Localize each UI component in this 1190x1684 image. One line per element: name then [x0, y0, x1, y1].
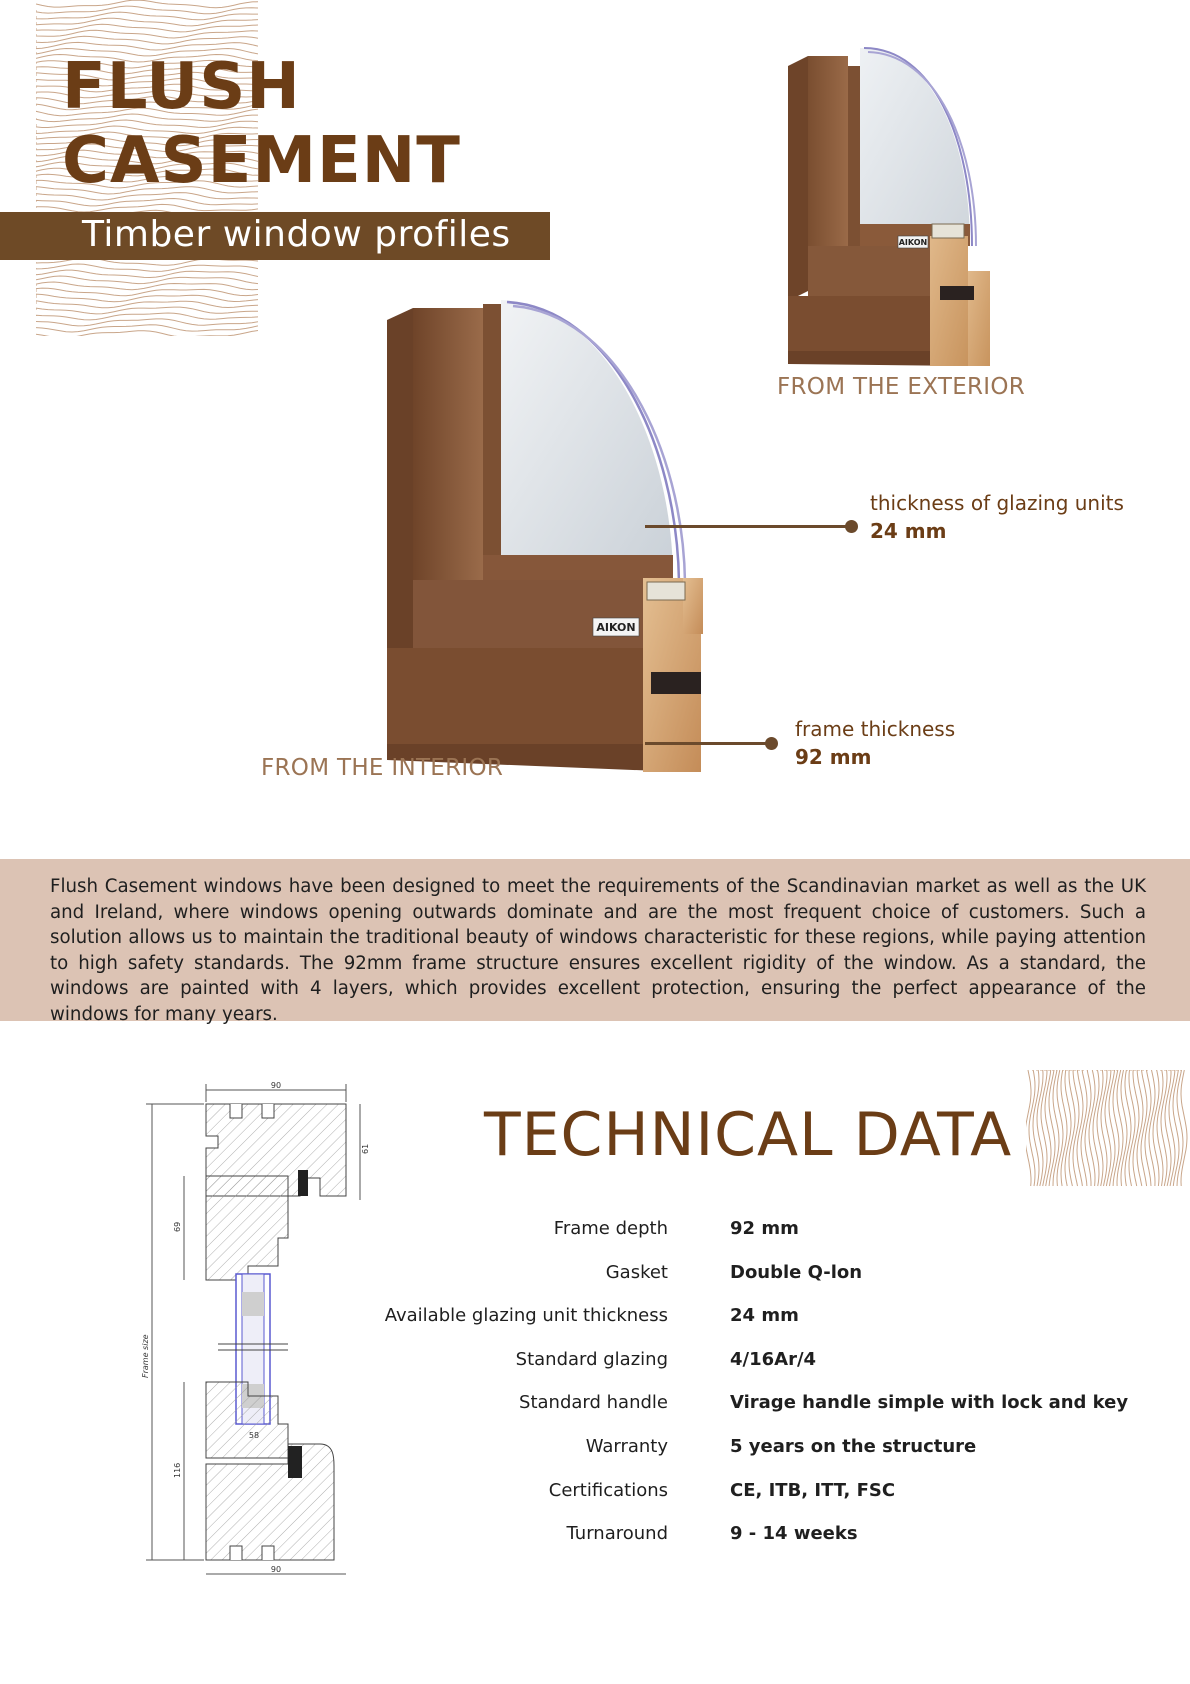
frame-size-label: Frame size — [141, 1334, 150, 1378]
texture-line — [1089, 1070, 1095, 1186]
texture-line — [36, 294, 258, 302]
spec-value: 5 years on the structure — [730, 1436, 977, 1457]
spec-label: Standard glazing — [515, 1349, 668, 1370]
profile-cross-section-drawing — [138, 1078, 378, 1578]
texture-line — [36, 18, 258, 26]
spec-label: Certifications — [548, 1480, 668, 1501]
spec-label: Standard handle — [519, 1392, 668, 1413]
interior-corner-illustration — [383, 300, 723, 776]
texture-line — [36, 30, 258, 38]
texture-line — [36, 313, 258, 320]
spec-row — [380, 1349, 1140, 1389]
description-text: Flush Casement windows have been designed to meet the requirements of the Scandinavian market as well as the UK and Ireland, where windows opening outwards dominate and are the most frequent choice of customers. Such a solution allows us to maintain the traditional beauty of windows characteristic for these regions, while paying attention to high safety standards. The 92mm frame structure ensures excellent rigidity of the window. As a standard, the windows are painted with 4 layers, which provides excellent protection, ensuring the perfect appearance of the windows for many years. — [50, 876, 1146, 1025]
dim-58-label: 58 — [248, 1431, 260, 1440]
spec-value: 24 mm — [730, 1305, 799, 1326]
dim-116-label: 116 — [173, 1462, 182, 1478]
glazing-callout-dot — [845, 520, 858, 533]
spec-label: Turnaround — [566, 1523, 668, 1544]
texture-line — [36, 24, 258, 32]
spec-label: Available glazing unit thickness — [384, 1305, 668, 1326]
texture-line — [36, 288, 258, 296]
texture-line — [1141, 1070, 1147, 1186]
texture-line — [36, 199, 258, 206]
title-line-1: FLUSH — [62, 50, 301, 124]
texture-line — [1169, 1070, 1175, 1186]
wavy-texture-right — [1026, 1070, 1190, 1188]
glazing-callout-label: thickness of glazing units — [870, 491, 1124, 515]
texture-line — [1101, 1070, 1107, 1186]
texture-line — [36, 307, 258, 314]
spec-value: 9 - 14 weeks — [730, 1523, 858, 1544]
title-line-2: CASEMENT — [62, 124, 461, 198]
glazing-callout-value: 24 mm — [870, 519, 947, 543]
frame-callout-line — [645, 742, 770, 745]
glazing-callout-line — [645, 525, 850, 528]
interior-label: FROM THE INTERIOR — [261, 755, 504, 781]
spec-value: CE, ITB, ITT, FSC — [730, 1480, 896, 1501]
svg-text:AIKON: AIKON — [596, 621, 636, 634]
spec-row — [380, 1218, 1140, 1258]
page-title — [62, 50, 461, 198]
spec-value: 4/16Ar/4 — [730, 1349, 817, 1370]
spec-label: Frame depth — [553, 1218, 668, 1239]
svg-text:AIKON: AIKON — [898, 238, 928, 247]
frame-callout-dot — [765, 737, 778, 750]
spec-row — [380, 1523, 1140, 1563]
spec-row — [380, 1392, 1140, 1432]
dim-61-label: 61 — [361, 1143, 370, 1154]
spec-row — [380, 1480, 1140, 1520]
frame-callout — [795, 715, 955, 771]
dim-bottom-label: 90 — [270, 1565, 282, 1574]
texture-line — [36, 301, 258, 308]
glazing-callout — [870, 489, 1124, 545]
spec-value: Virage handle simple with lock and key — [730, 1392, 1129, 1413]
frame-callout-value: 92 mm — [795, 745, 872, 769]
spec-row — [380, 1262, 1140, 1302]
exterior-label: FROM THE EXTERIOR — [777, 374, 1026, 400]
spec-row — [380, 1436, 1140, 1476]
dim-69-label: 69 — [173, 1221, 182, 1232]
texture-line — [1157, 1070, 1163, 1186]
frame-callout-label: frame thickness — [795, 717, 956, 741]
technical-data-title: TECHNICAL DATA — [484, 1100, 1013, 1170]
texture-line — [1026, 1070, 1031, 1186]
spec-value: 92 mm — [730, 1218, 799, 1239]
texture-line — [36, 12, 258, 20]
subtitle: Timber window profiles — [82, 214, 511, 255]
exterior-corner-illustration — [780, 46, 1020, 376]
spec-label: Warranty — [585, 1436, 668, 1457]
spec-row — [380, 1305, 1140, 1345]
texture-line — [36, 0, 258, 8]
texture-line — [36, 331, 258, 337]
spec-label: Gasket — [605, 1262, 668, 1283]
spec-value: Double Q-lon — [730, 1262, 863, 1283]
texture-line — [1061, 1070, 1067, 1186]
dim-top-label: 90 — [270, 1081, 282, 1090]
